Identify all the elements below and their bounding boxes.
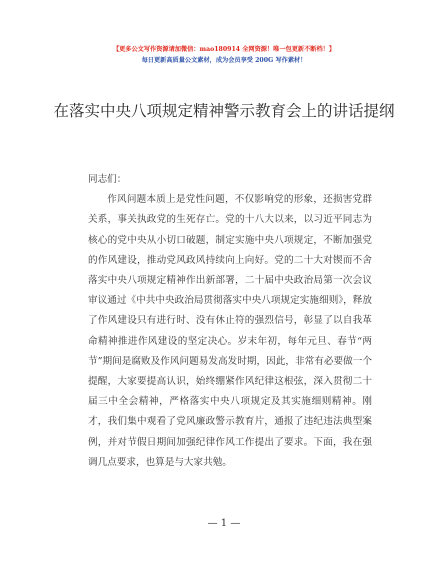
promo-banner-line-2: 每日更新高质量公文素材，成为会员享受 200G 写作素材！ [141,57,307,64]
body-paragraph: 作风问题本质上是党性问题，不仅影响党的形象，还损害党群关系，事关执政党的生死存亡。党的十八大以来，以习近平同志为核心的党中央从小切口破题，制定实施中央八项规定，不断加强党的作风建设，推动党风政风持续向上向好。党的二十大对锲而不舍落实中央八项规定精神作出新部署，二十届中央政治局第一次会议审议通过《中共中央政治局贯彻落实中央八项规定实施细则》，释放了作风建设只有进行时、没有休止符的强烈信号，彰显了以自我革命精神推进作风建设的坚定决心。岁末年初，每年元旦、春节“两节”期间是腐败及作风问题易发高发时期，因此，非常有必要做一个提醒，大家要提高认识，始终绷紧作风纪律这根弦，深入贯彻二十届三中全会精神，严格落实中央八项规定及其实施细则精神。刚才，我们集中观看了党风廉政警示教育片，通报了违纪违法典型案例，并对节假日期间加强纪律作风工作提出了要求。下面，我在强调几点要求，也算是与大家共勉。 [88,194,372,468]
document-body [88,170,372,473]
greeting: 同志们： [88,174,127,185]
promo-banner [0,44,448,66]
page-number: — 1 — [207,518,241,529]
promo-banner-line-1: 【更多公文写作资源请加微信：mao180914 全网资源！唯一包更新不断档！】 [112,46,336,53]
document-title: 在落实中央八项规定精神警示教育会上的讲话提纲 [53,102,395,120]
